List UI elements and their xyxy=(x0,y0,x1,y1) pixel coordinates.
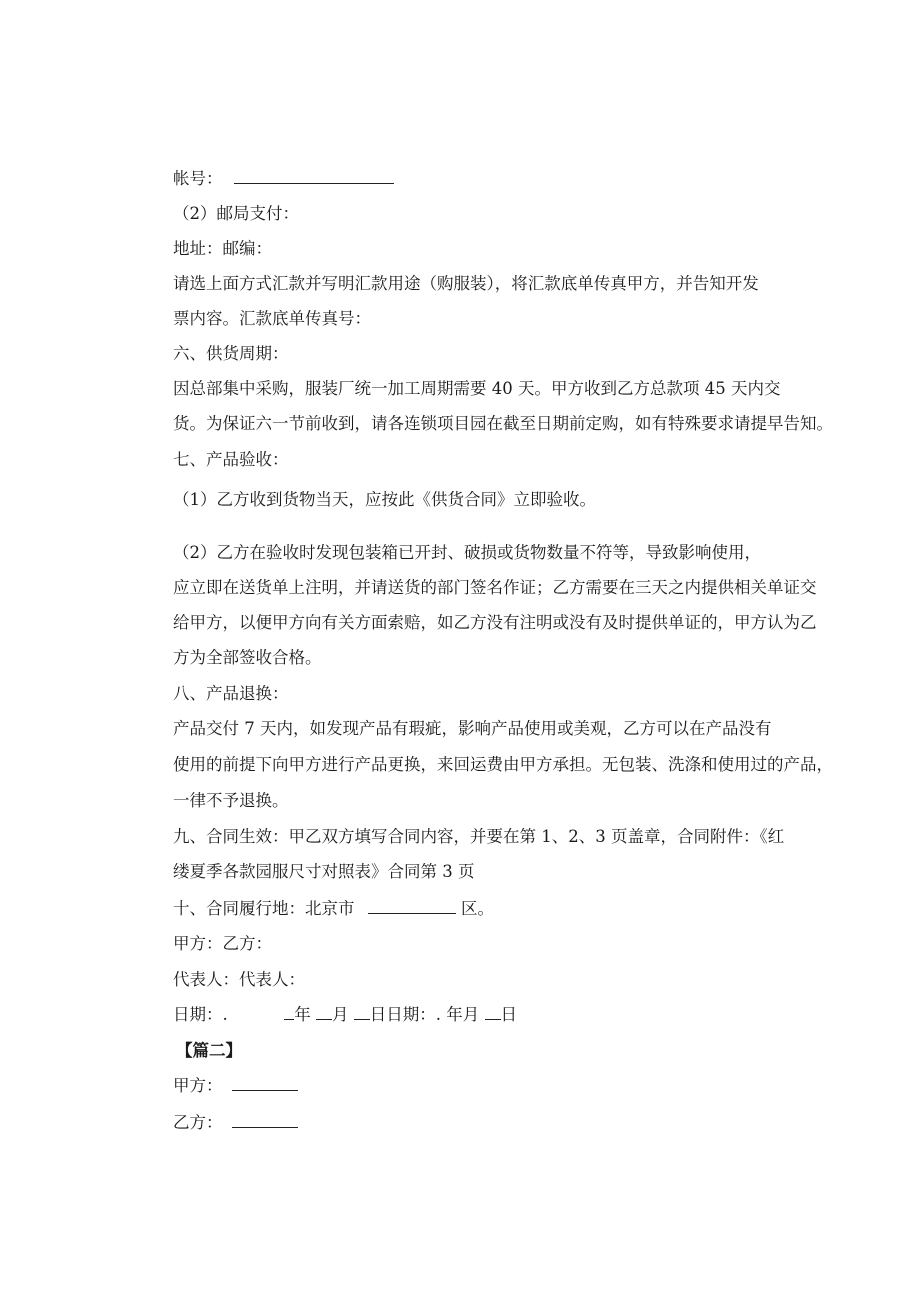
day2-blank xyxy=(485,1005,501,1020)
section8-line1: 产品交付 7 天内，如发现产品有瑕疵，影响产品使用或美观，乙方可以在产品没有 xyxy=(173,719,772,738)
representative-line: 代表人：代表人： xyxy=(173,970,305,989)
section6-title: 六、供货周期： xyxy=(173,344,289,363)
section9-line1: 九、合同生效：甲乙双方填写合同内容，并要在第 1、2、3 页盖章，合同附件：《红 xyxy=(173,827,785,846)
section7-item2-line4: 方为全部签收合格。 xyxy=(173,648,322,667)
part2-title: 【篇二】 xyxy=(176,1041,242,1060)
section9-line2: 缕夏季各款园服尺寸对照表》合同第 3 页 xyxy=(173,862,475,881)
section7-item2-line3: 给甲方，以便甲方向有关方面索赔，如乙方没有注明或没有及时提供单证的，甲方认为乙 xyxy=(173,613,817,632)
date-spacer xyxy=(239,1006,279,1020)
section7-item2-line2: 应立即在送货单上注明，并请送货的部门签名作证；乙方需要在三天之内提供相关单证交 xyxy=(173,578,817,597)
section6-line1: 因总部集中采购，服装厂统一加工周期需要 40 天。甲方收到乙方总款项 45 天内交 xyxy=(173,379,781,398)
day-blank xyxy=(354,1005,370,1020)
month-blank xyxy=(316,1005,332,1020)
party-line: 甲方：乙方： xyxy=(173,934,272,953)
remit-note-line2: 票内容。汇款底单传真号： xyxy=(173,309,371,328)
remit-note-line1: 请选上面方式汇款并写明汇款用途（购服装），将汇款底单传真甲方，并告知开发 xyxy=(173,274,759,293)
part2-party-a: 甲方： xyxy=(173,1076,298,1096)
part2-party-b: 乙方： xyxy=(173,1113,298,1133)
district-blank xyxy=(368,899,456,914)
year-blank xyxy=(284,1005,294,1020)
address-line: 地址：邮编： xyxy=(173,239,272,258)
account-blank xyxy=(234,169,394,184)
account-line: 帐号： xyxy=(173,169,394,189)
party-b-blank xyxy=(232,1113,298,1128)
party-a-blank xyxy=(232,1076,298,1091)
section8-line2: 使用的前提下向甲方进行产品更换，来回运费由甲方承担。无包装、洗涤和使用过的产品， xyxy=(173,755,833,774)
post-payment-line: （2）邮局支付： xyxy=(173,204,299,223)
section7-title: 七、产品验收： xyxy=(173,450,289,469)
section8-title: 八、产品退换： xyxy=(173,684,289,703)
date-line: 日期：. 年 月 日日期：. 年月 日 xyxy=(173,1005,517,1024)
section7-item1: （1）乙方收到货物当天，应按此《供货合同》立即验收。 xyxy=(173,490,596,509)
section8-line3: 一律不予退换。 xyxy=(173,791,289,810)
section6-line2: 货。为保证六一节前收到，请各连锁项目园在截至日期前定购，如有特殊要求请提早告知。 xyxy=(173,414,833,433)
section7-item2-line1: （2）乙方在验收时发现包装箱已开封、破损或货物数量不符等，导致影响使用， xyxy=(173,543,761,562)
section10-line: 十、合同履行地：北京市 区。 xyxy=(173,899,494,918)
